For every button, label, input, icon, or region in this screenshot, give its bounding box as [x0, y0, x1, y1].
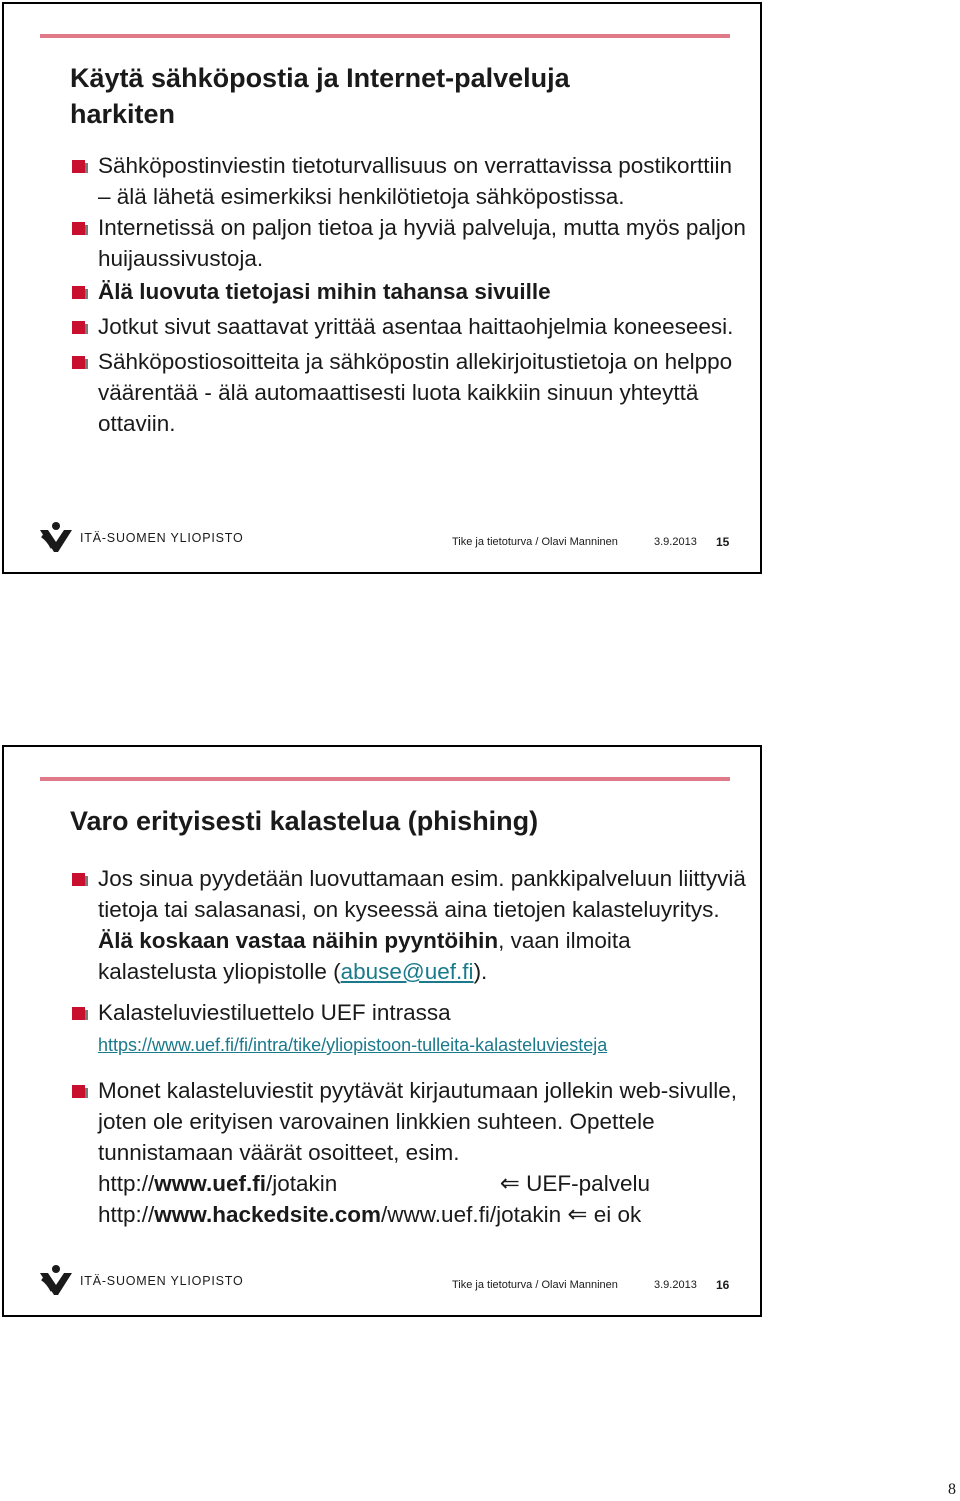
- title-line-2: harkiten: [70, 99, 176, 129]
- example-label: ei ok: [593, 1202, 642, 1227]
- bullet-text: Sähköpostiosoitteita ja sähköpostin allekirjoitustietoja on helppo väärentää - älä automaattisesti luota kaikkiin sinuun yhteyttä ottaviin.: [98, 349, 733, 436]
- example-url-bad: [98, 1199, 750, 1230]
- list-item: [70, 346, 750, 439]
- bullet-text: Kalasteluviestiluettelo UEF intrassa: [98, 1000, 451, 1025]
- bullet-square-icon: [72, 160, 85, 173]
- url-prefix: http://: [98, 1202, 155, 1227]
- url-path: /jotakin: [265, 1171, 338, 1196]
- url-domain: www.hackedsite.com: [154, 1202, 382, 1227]
- slide-number: 16: [716, 1278, 730, 1292]
- slide-number: 15: [716, 535, 730, 549]
- bullet-list: [70, 863, 750, 1230]
- logo-text: ITÄ-SUOMEN YLIOPISTO: [80, 531, 244, 545]
- slide-16: [2, 745, 762, 1317]
- bullet-text-close: ).: [473, 959, 488, 984]
- abuse-email-link[interactable]: abuse@uef.fi: [340, 959, 474, 984]
- footer-text: Tike ja tietoturva / Olavi Manninen: [452, 536, 618, 548]
- bullet-square-icon: [72, 356, 85, 369]
- bullet-square-icon: [72, 222, 85, 235]
- footer-date: 3.9.2013: [654, 1279, 697, 1291]
- bullet-square-icon: [72, 1007, 85, 1020]
- list-item: [70, 863, 750, 987]
- list-item: [70, 212, 750, 274]
- list-item: [70, 276, 750, 307]
- bullet-square-icon: [72, 873, 85, 886]
- logo-mark-icon: [38, 1263, 74, 1299]
- example-label: UEF-palvelu: [526, 1171, 650, 1196]
- slide-15: [2, 2, 762, 574]
- bullet-text: Jos sinua pyydetään luovuttamaan esim. pankkipalveluun liittyviä tietoja tai salasanasi, on kyseessä aina tietojen kalasteluyritys.: [98, 866, 746, 922]
- logo-mark-icon: [38, 520, 74, 556]
- bullet-text: Monet kalasteluviestit pyytävät kirjautumaan jollekin web-sivulle, joten ole erityisen varovainen linkkien suhteen. Opettele tunnistamaan väärät osoitteet, esim.: [98, 1078, 738, 1165]
- bullet-text: Internetissä on paljon tietoa ja hyviä palveluja, mutta myös paljon huijaussivustoja.: [98, 215, 746, 271]
- bullet-bold-text: Älä koskaan vastaa näihin pyyntöihin: [98, 928, 499, 953]
- arrow-left-icon: ⇐: [567, 1201, 588, 1228]
- bullet-text: Älä luovuta tietojasi mihin tahansa sivuille: [98, 279, 551, 304]
- list-item: [70, 997, 750, 1061]
- slide-title: Varo erityisesti kalastelua (phishing): [70, 806, 539, 836]
- slide-footer: [4, 1255, 760, 1315]
- bullet-square-icon: [72, 1085, 85, 1098]
- bullet-square-icon: [72, 321, 85, 334]
- bullet-text: Jotkut sivut saattavat yrittää asentaa haittaohjelmia koneeseesi.: [98, 314, 734, 339]
- footer-text: Tike ja tietoturva / Olavi Manninen: [452, 1279, 618, 1291]
- url-domain: www.uef.fi: [154, 1171, 266, 1196]
- slide-footer: [4, 512, 760, 572]
- bullet-text: Sähköpostinviestin tietoturvallisuus on verrattavissa postikorttiin – älä lähetä esimerkiksi henkilötietoja sähköpostissa.: [98, 153, 733, 209]
- university-logo: [38, 520, 244, 556]
- phishing-list-link[interactable]: https://www.uef.fi/fi/intra/tike/yliopistoon-tulleita-kalasteluviesteja: [98, 1035, 608, 1055]
- university-logo: [38, 1263, 244, 1299]
- slide-title: [70, 60, 730, 132]
- bullet-square-icon: [72, 286, 85, 299]
- url-prefix: http://: [98, 1171, 155, 1196]
- bullet-text-cont: , vaan ilmoita kalastelusta yliopistolle (: [98, 928, 631, 984]
- example-url-good: [98, 1168, 750, 1199]
- slide-top-accent-line: [40, 777, 730, 781]
- list-item: [70, 150, 750, 212]
- bullet-list: [70, 150, 750, 439]
- arrow-left-icon: ⇐: [499, 1170, 520, 1197]
- slide-top-accent-line: [40, 34, 730, 38]
- title-line-1: Käytä sähköpostia ja Internet-palveluja: [70, 63, 570, 93]
- footer-date: 3.9.2013: [654, 536, 697, 548]
- list-item: [70, 1075, 750, 1230]
- list-item: [70, 311, 750, 342]
- url-path: /www.uef.fi/jotakin: [381, 1202, 562, 1227]
- logo-text: ITÄ-SUOMEN YLIOPISTO: [80, 1274, 244, 1288]
- page-number: 8: [948, 1481, 956, 1498]
